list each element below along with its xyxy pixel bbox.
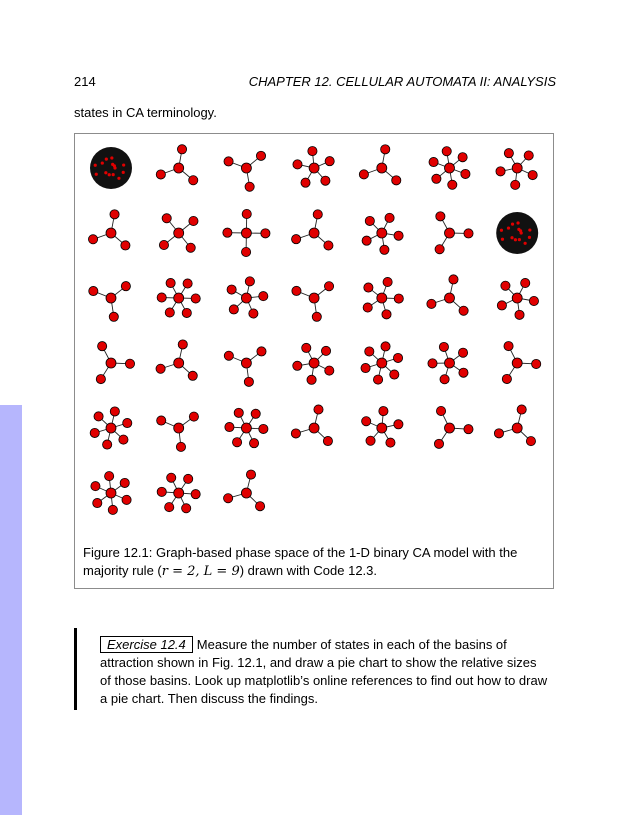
exercise-text: Measure the number of states in each of the basins of attraction shown in Fig. 12.1, and draw a pie chart to show the relative sizes of those basins. Look up matplotlib’s online references to find out how to draw a pie chart. Then discuss the findings.	[100, 637, 548, 706]
state-node	[448, 180, 457, 189]
attractor-node	[377, 358, 387, 368]
state-node	[89, 286, 98, 295]
state-node	[110, 407, 119, 416]
state-node	[515, 310, 524, 319]
state-node	[90, 428, 99, 437]
state-node	[182, 308, 191, 317]
state-node	[427, 299, 436, 308]
dense-basin-node	[516, 221, 519, 224]
state-node	[314, 405, 323, 414]
state-node	[386, 438, 395, 447]
state-node	[429, 157, 438, 166]
attractor-node	[445, 358, 455, 368]
state-node	[364, 283, 373, 292]
state-node	[464, 229, 473, 238]
state-node	[293, 361, 302, 370]
dense-basin-node	[517, 228, 520, 231]
state-node	[439, 342, 448, 351]
state-node	[234, 408, 243, 417]
chapter-title: CHAPTER 12. CELLULAR AUTOMATA II: ANALYSIS	[248, 74, 556, 89]
state-node	[496, 167, 505, 176]
state-node	[261, 229, 270, 238]
body-text: states in CA terminology.	[74, 105, 217, 120]
state-node	[458, 348, 467, 357]
state-node	[428, 359, 437, 368]
attractor-node	[309, 228, 319, 238]
state-node	[224, 157, 233, 166]
attractor-node	[241, 163, 251, 173]
attractor-node	[512, 423, 522, 433]
state-node	[292, 235, 301, 244]
state-node	[362, 417, 371, 426]
state-node	[156, 364, 165, 373]
attractor-node	[174, 163, 184, 173]
dense-basin-node	[524, 242, 527, 245]
state-node	[302, 343, 311, 352]
state-node	[526, 437, 535, 446]
state-node	[365, 216, 374, 225]
state-node	[291, 429, 300, 438]
state-node	[325, 157, 334, 166]
state-node	[167, 473, 176, 482]
dense-basin-node	[108, 173, 111, 176]
exercise-block	[74, 628, 554, 710]
state-node	[165, 308, 174, 317]
dense-basin-node	[101, 161, 104, 164]
attractor-node	[377, 228, 387, 238]
state-node	[440, 375, 449, 384]
state-node	[122, 495, 131, 504]
attractor-node	[106, 488, 116, 498]
state-node	[359, 170, 368, 179]
state-node	[365, 347, 374, 356]
dense-basin-node	[518, 238, 521, 241]
state-node	[529, 296, 538, 305]
state-node	[109, 312, 118, 321]
running-head	[74, 74, 556, 92]
dense-basin-node	[514, 238, 517, 241]
state-node	[449, 275, 458, 284]
state-node	[182, 504, 191, 513]
state-node	[229, 305, 238, 314]
dense-basin-node	[117, 177, 120, 180]
state-node	[191, 490, 200, 499]
state-node	[249, 439, 258, 448]
state-node	[103, 440, 112, 449]
dense-basin-node	[105, 158, 108, 161]
dense-basin-node	[511, 223, 514, 226]
state-node	[245, 182, 254, 191]
state-node	[532, 359, 541, 368]
state-node	[105, 472, 114, 481]
attractor-node	[512, 293, 522, 303]
attractor-node	[106, 423, 116, 433]
attractor-node	[174, 293, 184, 303]
state-node	[121, 241, 130, 250]
state-node	[189, 216, 198, 225]
dense-basin-node	[528, 236, 531, 239]
state-node	[394, 231, 403, 240]
state-node	[256, 151, 265, 160]
attractor-node	[377, 293, 387, 303]
attractor-node	[309, 163, 319, 173]
figure-box	[74, 133, 554, 589]
state-node	[435, 245, 444, 254]
state-node	[436, 212, 445, 221]
state-node	[313, 210, 322, 219]
attractor-node	[445, 228, 455, 238]
attractor-node	[309, 423, 319, 433]
attractor-node	[174, 488, 184, 498]
attractor-node	[377, 423, 387, 433]
dense-basin-node	[500, 229, 503, 232]
state-node	[166, 278, 175, 287]
state-node	[176, 442, 185, 451]
state-node	[292, 286, 301, 295]
attractor-node	[174, 423, 184, 433]
dense-basin-node	[122, 163, 125, 166]
state-node	[259, 292, 268, 301]
attractor-node	[241, 488, 251, 498]
state-node	[98, 342, 107, 351]
attractor-node	[174, 228, 184, 238]
state-node	[501, 281, 510, 290]
caption-suffix: ) drawn with Code 12.3.	[239, 563, 378, 578]
state-node	[362, 236, 371, 245]
dense-basin-node	[112, 173, 115, 176]
attractor-node	[512, 358, 522, 368]
attractor-node	[241, 228, 251, 238]
state-node	[157, 487, 166, 496]
state-node	[382, 310, 391, 319]
state-node	[301, 178, 310, 187]
state-node	[373, 375, 382, 384]
state-node	[363, 303, 372, 312]
state-node	[119, 435, 128, 444]
state-node	[121, 282, 130, 291]
dense-basin-node	[122, 171, 125, 174]
attractor-node	[106, 293, 116, 303]
state-node	[381, 145, 390, 154]
state-node	[459, 306, 468, 315]
state-node	[91, 482, 100, 491]
state-node	[511, 180, 520, 189]
state-node	[390, 370, 399, 379]
state-node	[177, 145, 186, 154]
attractor-node	[309, 358, 319, 368]
state-node	[162, 214, 171, 223]
state-node	[244, 377, 253, 386]
state-node	[183, 279, 192, 288]
dense-basin-node	[95, 173, 98, 176]
state-node	[88, 235, 97, 244]
state-node	[110, 210, 119, 219]
state-node	[156, 170, 165, 179]
state-node	[165, 503, 174, 512]
attractor-node	[106, 358, 116, 368]
state-node	[186, 243, 195, 252]
dense-basin-node	[507, 226, 510, 229]
state-node	[494, 429, 503, 438]
phase-space-graph	[75, 134, 553, 534]
attractor-node	[241, 423, 251, 433]
state-node	[227, 285, 236, 294]
state-node	[321, 346, 330, 355]
state-node	[189, 412, 198, 421]
state-node	[366, 436, 375, 445]
state-node	[224, 494, 233, 503]
state-node	[241, 247, 250, 256]
dense-basin-node	[94, 164, 97, 167]
state-node	[157, 416, 166, 425]
state-node	[504, 341, 513, 350]
state-node	[361, 363, 370, 372]
state-node	[94, 412, 103, 421]
attractor-node	[445, 293, 455, 303]
state-node	[93, 498, 102, 507]
state-node	[312, 312, 321, 321]
state-node	[502, 374, 511, 383]
state-node	[394, 420, 403, 429]
attractor-node	[241, 293, 251, 303]
state-node	[324, 282, 333, 291]
state-node	[464, 425, 473, 434]
state-node	[178, 340, 187, 349]
state-node	[432, 174, 441, 183]
state-node	[504, 149, 513, 158]
state-node	[120, 478, 129, 487]
state-node	[324, 241, 333, 250]
state-node	[157, 293, 166, 302]
dense-basin-node	[110, 156, 113, 159]
state-node	[307, 375, 316, 384]
state-node	[242, 209, 251, 218]
dense-basin-node	[111, 163, 114, 166]
state-node	[393, 353, 402, 362]
state-node	[251, 409, 260, 418]
state-node	[259, 424, 268, 433]
attractor-node	[445, 163, 455, 173]
state-node	[442, 147, 451, 156]
state-node	[308, 146, 317, 155]
state-node	[325, 366, 334, 375]
exercise-margin-bar	[74, 628, 77, 710]
state-node	[385, 213, 394, 222]
state-node	[123, 418, 132, 427]
exercise-text-block	[100, 636, 550, 708]
dense-basin-disc	[90, 147, 132, 189]
state-node	[249, 309, 258, 318]
attractor-node	[377, 163, 387, 173]
state-node	[497, 301, 506, 310]
state-node	[224, 351, 233, 360]
state-node	[458, 153, 467, 162]
state-node	[321, 176, 330, 185]
state-node	[255, 502, 264, 511]
state-node	[125, 359, 134, 368]
state-node	[434, 439, 443, 448]
state-node	[394, 294, 403, 303]
dense-basin-node	[104, 171, 107, 174]
state-node	[188, 371, 197, 380]
state-node	[232, 438, 241, 447]
state-node	[381, 342, 390, 351]
attractor-node	[445, 423, 455, 433]
state-node	[379, 406, 388, 415]
state-node	[191, 294, 200, 303]
state-node	[293, 160, 302, 169]
attractor-node	[512, 163, 522, 173]
figure-caption	[83, 544, 545, 581]
state-node	[459, 368, 468, 377]
state-node	[159, 240, 168, 249]
state-node	[96, 374, 105, 383]
attractor-node	[309, 293, 319, 303]
state-node	[323, 436, 332, 445]
page-number: 214	[74, 74, 96, 89]
state-node	[528, 170, 537, 179]
state-node	[189, 176, 198, 185]
state-node	[184, 474, 193, 483]
state-node	[246, 470, 255, 479]
state-node	[461, 169, 470, 178]
dense-basin-node	[510, 236, 513, 239]
dense-basin-disc	[496, 212, 538, 254]
attractor-node	[106, 228, 116, 238]
dense-basin-node	[528, 228, 531, 231]
attractor-node	[241, 358, 251, 368]
caption-parameters: r = 2, L = 9	[161, 564, 240, 579]
state-node	[521, 278, 530, 287]
state-node	[380, 245, 389, 254]
page-side-band	[0, 405, 22, 815]
state-node	[436, 406, 445, 415]
state-node	[108, 505, 117, 514]
state-node	[524, 151, 533, 160]
state-node	[392, 176, 401, 185]
state-node	[245, 277, 254, 286]
caption-prefix: Figure 12.1: Graph-based phase space of the 1-D binary CA model with the majority rule (	[83, 545, 518, 578]
state-node	[517, 405, 526, 414]
state-node	[223, 228, 232, 237]
exercise-label: Exercise 12.4	[100, 636, 193, 653]
state-node	[257, 347, 266, 356]
attractor-node	[174, 358, 184, 368]
state-node	[383, 277, 392, 286]
dense-basin-node	[501, 238, 504, 241]
state-node	[225, 422, 234, 431]
